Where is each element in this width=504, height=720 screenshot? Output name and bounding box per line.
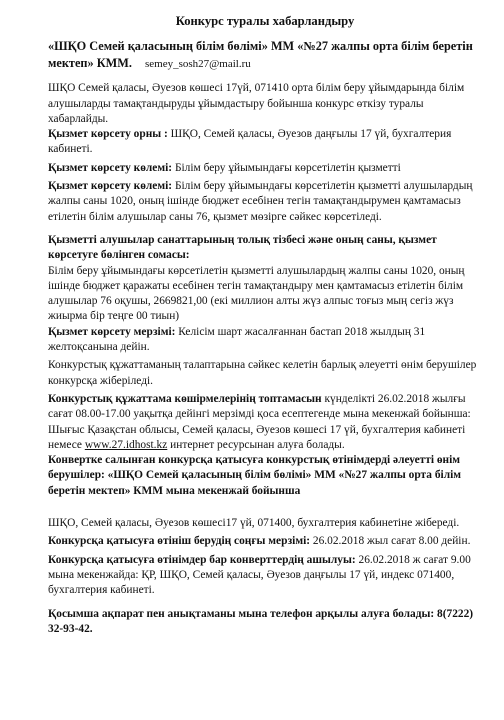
service-volume-1-label: Қызмет көрсету көлемі: — [48, 161, 173, 174]
deadline-label: Конкурсқа қатысуға өтініш берудің соңғы мерзімі: — [48, 535, 311, 548]
envelope-paragraph: Конвертке салынған конкурсқа қатысуға конкурстық өтінімдерді әлеуетті өнім берушілер: «ШҚО Семей қаласының білім бөлімі» ММ «№27 жалпы орта білім беретін мектеп» КММ мына мекенжай бойынша — [48, 454, 462, 497]
opening-paragraph — [48, 553, 482, 599]
document-title: Конкурс туралы хабарландыру — [175, 14, 355, 28]
service-term-label: Қызмет көрсету мерзімі: — [48, 325, 176, 338]
recipients-list-text: Білім беру ұйымындағы көрсетілетін қызметті алушылардың жалпы саны 1020, оның ішінде бюджет қаражаты есебінен тегін тамақтандыру мен қамтамасыз етілетін білім алушылар 76 оқушы, 2669821,00 (екі миллион алты жүз алпыс тоғыз мың сегіз жүз жиырма бір теңге 00 тиын) — [48, 264, 465, 323]
service-term — [48, 325, 482, 356]
envelope-address: ШҚО, Семей қаласы, Әуезов көшесі17 үй, 071400, бухгалтерия кабинетіне жібереді. — [48, 517, 460, 530]
intro-paragraph: ШҚО Семей қаласы, Әуезов көшесі 17үй, 071410 орта білім беру ұйымдарында білім алушыларды тамақтандыруды ұйымдастыру бойынша конкурс өткізу туралы хабарлайды. — [48, 82, 465, 125]
organization-name: «ШҚО Семей қаласының білім бөлімі» ММ «№27 жалпы орта білім беретін мектеп» КММ. — [48, 39, 473, 71]
opening-label: Конкурсқа қатысуға өтінімдер бар конверттердің ашылуы: — [48, 553, 356, 566]
organization-line — [48, 38, 482, 73]
service-volume-1 — [48, 161, 482, 176]
recipients-list-heading: Қызметті алушылар санаттарының толық тізбесі және оның саны, қызмет көрсетуге бөлінген сомасы: — [48, 233, 437, 262]
service-term-text: Келісім шарт жасалғаннан бастап 2018 жылдың 31 желтоқсанына дейін. — [48, 325, 426, 354]
opening-text: 26.02.2018 ж сағат 9.00 мына мекенжайда: ҚР, ШҚО, Семей қаласы, Әуезов даңғылы 17 үй, индекс 071400, бухгалтерия кабинеті. — [48, 553, 471, 597]
deadline-text: 26.02.2018 жыл сағат 8.00 дейін. — [312, 535, 471, 548]
deadline-paragraph — [48, 534, 482, 549]
service-place-label: Қызмет көрсету орны : — [48, 128, 168, 141]
contact-paragraph: Қосымша ақпарат пен анықтаманы мына телефон арқылы алуға болады: 8(7222) 32-93-42. — [48, 607, 474, 635]
package-text-b: интернет ресурсынан алуға болады. — [170, 438, 345, 451]
requirements-paragraph: Конкурстық құжаттаманың талаптарына сәйкес келетін барлық әлеуетті өнім берушілер конкурсқа жіберіледі. — [48, 359, 477, 387]
service-volume-2 — [48, 179, 482, 225]
package-link[interactable]: www.27.idhost.kz — [84, 438, 168, 451]
service-place-text: ШҚО, Семей қаласы, Әуезов даңғылы 17 үй, бухгалтерия кабинеті. — [48, 128, 452, 156]
package-text-a: күнделікті 26.02.2018 жылғы сағат 08.00-17.00 уақытқа дейінгі мерзімді қоса есептегенде мына мекенжай бойынша: Шығыс Қазақстан облысы, Семей қаласы, Әуезов көшесі 17 үй, бухгалтерия кабинеті немесе — [48, 392, 471, 451]
service-volume-2-text: Білім беру ұйымындағы көрсетілетін қызметті алушылардың жалпы саны 1020, оның ішінде бюджет есебінен тегін тамақтандырумен қамтамасыз етілетін білім алушылар саны 76, қызмет мөзірге сәйкес көрсетіледі. — [48, 180, 473, 223]
service-volume-2-label: Қызмет көрсету көлемі: — [48, 180, 173, 193]
service-volume-1-text: Білім беру ұйымындағы көрсетілетін қызметті — [174, 161, 401, 174]
package-label: Конкурстық құжаттама көшірмелерінің топтамасын — [48, 392, 322, 405]
organization-email: semey_sosh27@mail.ru — [145, 58, 251, 71]
package-paragraph — [48, 392, 482, 453]
service-place — [48, 127, 482, 158]
